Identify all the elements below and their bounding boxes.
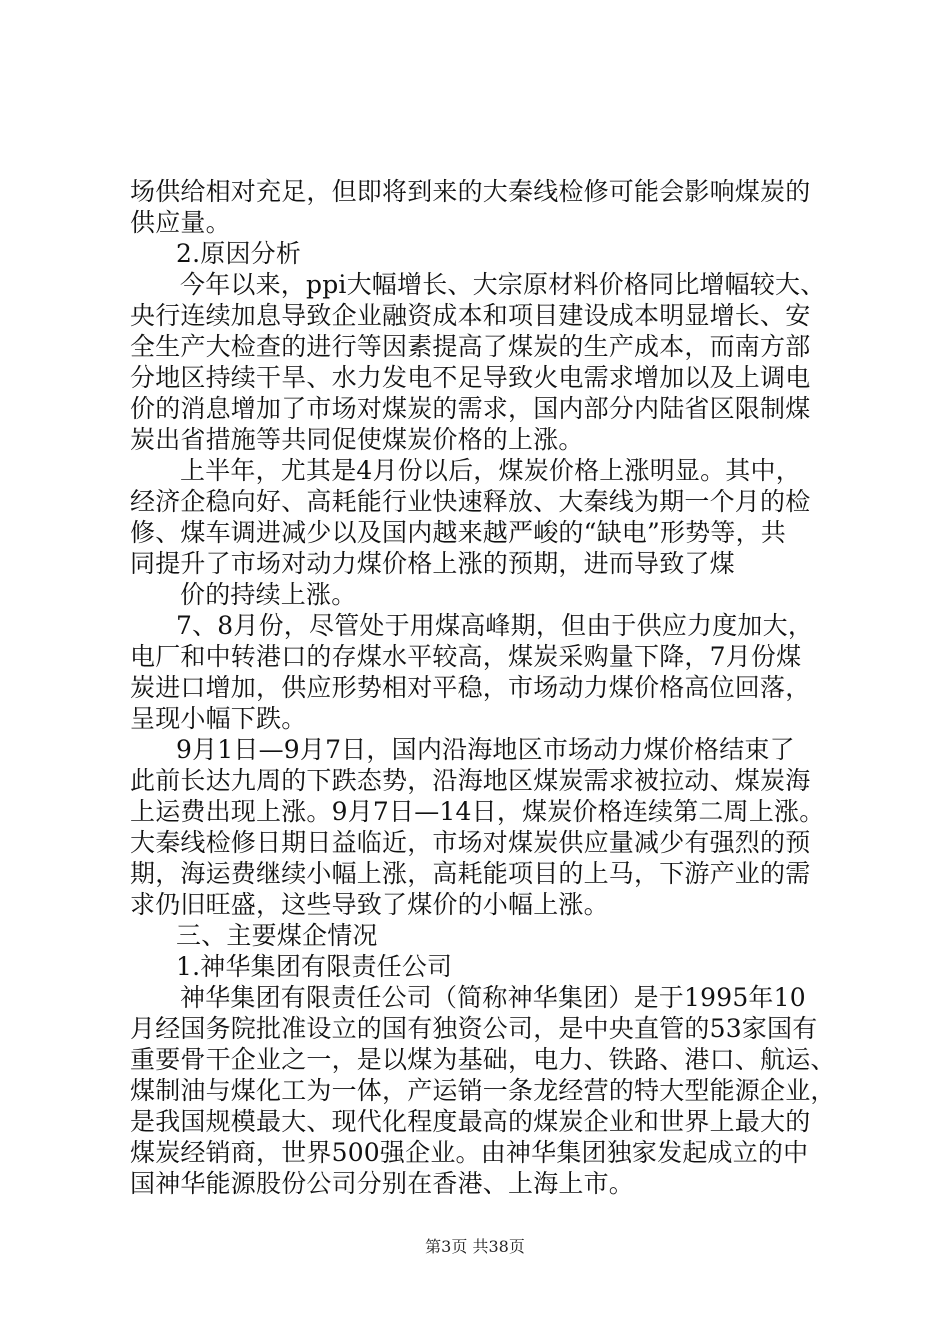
paragraph-line: 同提升了市场对动力煤价格上涨的预期，进而导致了煤 — [130, 549, 735, 578]
paragraph-line: 分地区持续干旱、水力发电不足导致火电需求增加以及上调电 — [130, 363, 811, 392]
paragraph-line: 上半年，尤其是4月份以后，煤炭价格上涨明显。其中， — [180, 456, 801, 485]
paragraph-line: 全生产大检查的进行等因素提高了煤炭的生产成本，而南方部 — [130, 332, 811, 361]
paragraph-line: 价的消息增加了市场对煤炭的需求，国内部分内陆省区限制煤 — [130, 394, 811, 423]
paragraph-line: 此前长达九周的下跌态势，沿海地区煤炭需求被拉动、煤炭海 — [130, 766, 811, 795]
paragraph-line: 上运费出现上涨。9月7日—14日，煤炭价格连续第二周上涨。 — [130, 797, 825, 826]
paragraph-line: 重要骨干企业之一，是以煤为基础，电力、铁路、港口、航运、 — [130, 1045, 836, 1074]
paragraph-line: 呈现小幅下跌。 — [130, 704, 307, 733]
paragraph-line: 供应量。 — [130, 208, 231, 237]
paragraph-line: 修、煤车调进减少以及国内越来越严峻的“缺电”形势等，共 — [130, 518, 786, 547]
paragraph-line: 7、8月份，尽管处于用煤高峰期，但由于供应力度加大， — [176, 611, 814, 640]
paragraph-line: 价的持续上涨。 — [180, 580, 357, 609]
paragraph-line: 月经国务院批准设立的国有独资公司，是中央直管的53家国有 — [130, 1014, 818, 1043]
paragraph-line: 央行连续加息导致企业融资成本和项目建设成本明显增长、安 — [130, 301, 811, 330]
paragraph-line: 求仍旧旺盛，这些导致了煤价的小幅上涨。 — [130, 890, 609, 919]
section-heading: 2.原因分析 — [176, 239, 302, 268]
paragraph-line: 是我国规模最大、现代化程度最高的煤炭企业和世界上最大的 — [130, 1107, 811, 1136]
paragraph-line: 9月1日—9月7日，国内沿海地区市场动力煤价格结束了 — [176, 735, 795, 764]
paragraph-line: 期，海运费继续小幅上涨，高耗能项目的上马，下游产业的需 — [130, 859, 811, 888]
subsection-heading: 1.神华集团有限责任公司 — [176, 952, 453, 981]
paragraph-line: 神华集团有限责任公司（简称神华集团）是于1995年10 — [180, 983, 806, 1012]
paragraph-line: 炭进口增加，供应形势相对平稳，市场动力煤价格高位回落， — [130, 673, 811, 702]
page-footer — [0, 1237, 950, 1257]
paragraph-line: 国神华能源股份公司分别在香港、上海上市。 — [130, 1169, 635, 1198]
paragraph-line: 炭出省措施等共同促使煤炭价格的上涨。 — [130, 425, 584, 454]
paragraph-line: 场供给相对充足，但即将到来的大秦线检修可能会影响煤炭的 — [130, 177, 811, 206]
paragraph-line: 电厂和中转港口的存煤水平较高，煤炭采购量下降，7月份煤 — [130, 642, 802, 671]
paragraph-line: 煤炭经销商，世界500强企业。由神华集团独家发起成立的中 — [130, 1138, 809, 1167]
paragraph-line: 大秦线检修日期日益临近，市场对煤炭供应量减少有强烈的预 — [130, 828, 811, 857]
paragraph-line: 今年以来，ppi大幅增长、大宗原材料价格同比增幅较大、 — [180, 270, 826, 299]
paragraph-line: 煤制油与煤化工为一体，产运销一条龙经营的特大型能源企业， — [130, 1076, 836, 1105]
page-number: 第3页 — [425, 1237, 468, 1256]
section-heading: 三、主要煤企情况 — [176, 921, 378, 950]
paragraph-line: 经济企稳向好、高耗能行业快速释放、大秦线为期一个月的检 — [130, 487, 811, 516]
page-total: 共38页 — [472, 1237, 525, 1256]
